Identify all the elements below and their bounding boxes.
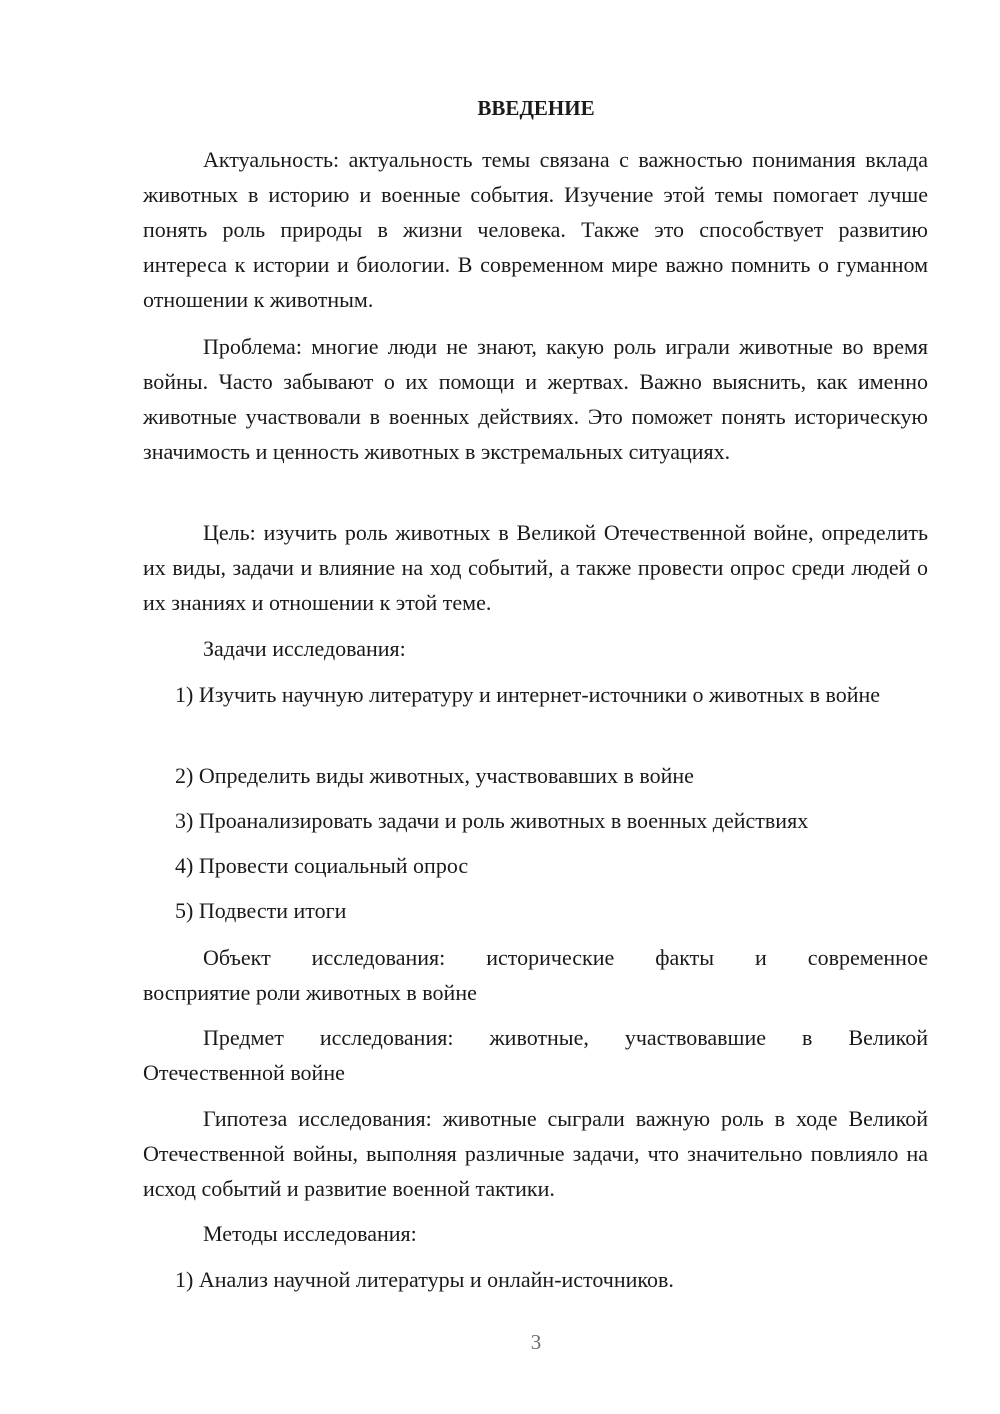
object-line-2: восприятие роли животных в войне — [143, 980, 477, 1005]
relevance-paragraph: Актуальность: актуальность темы связана с важностью понимания вклада животных в историю и военные события. Изучение этой темы помогает лучше понять роль природы в жизни человека. Также это способствует развитию интереса к истории и биологии. В современном мире важно помнить о гуманном отношении к животным. — [143, 147, 928, 312]
task-item-1: 1) Изучить научную литературу и интернет-источники о животных в войне — [175, 682, 881, 707]
subject-paragraph — [143, 1020, 928, 1090]
page-title: ВВЕДЕНИЕ — [477, 96, 595, 120]
method-item-1: 1) Анализ научной литературы и онлайн-источников. — [175, 1267, 674, 1292]
object-line-1: Объект исследования: исторические факты и современное — [203, 945, 928, 970]
subject-line-1: Предмет исследования: животные, участвовавшие в Великой — [203, 1025, 928, 1050]
page-number: 3 — [530, 1330, 542, 1354]
task-item-3: 3) Проанализировать задачи и роль животных в военных действиях — [175, 808, 809, 833]
goal-paragraph: Цель: изучить роль животных в Великой Отечественной войне, определить их виды, задачи и влияние на ход событий, а также провести опрос среди людей о их знаниях и отношении к этой теме. — [143, 520, 928, 615]
tasks-heading: Задачи исследования: — [203, 636, 406, 661]
hypothesis-paragraph: Гипотеза исследования: животные сыграли важную роль в ходе Великой Отечественной войны, выполняя различные задачи, что значительно повлияло на исход событий и развитие военной тактики. — [143, 1106, 928, 1201]
task-item-5: 5) Подвести итоги — [175, 898, 347, 923]
methods-heading: Методы исследования: — [203, 1221, 417, 1246]
task-item-2: 2) Определить виды животных, участвовавших в войне — [175, 763, 694, 788]
problem-paragraph: Проблема: многие люди не знают, какую роль играли животные во время войны. Часто забывают о их помощи и жертвах. Важно выяснить, как именно животные участвовали в военных действиях. Это поможет понять историческую значимость и ценность животных в экстремальных ситуациях. — [143, 334, 928, 464]
subject-line-2: Отечественной войне — [143, 1060, 345, 1085]
task-item-4: 4) Провести социальный опрос — [175, 853, 469, 878]
object-paragraph — [143, 940, 928, 1010]
